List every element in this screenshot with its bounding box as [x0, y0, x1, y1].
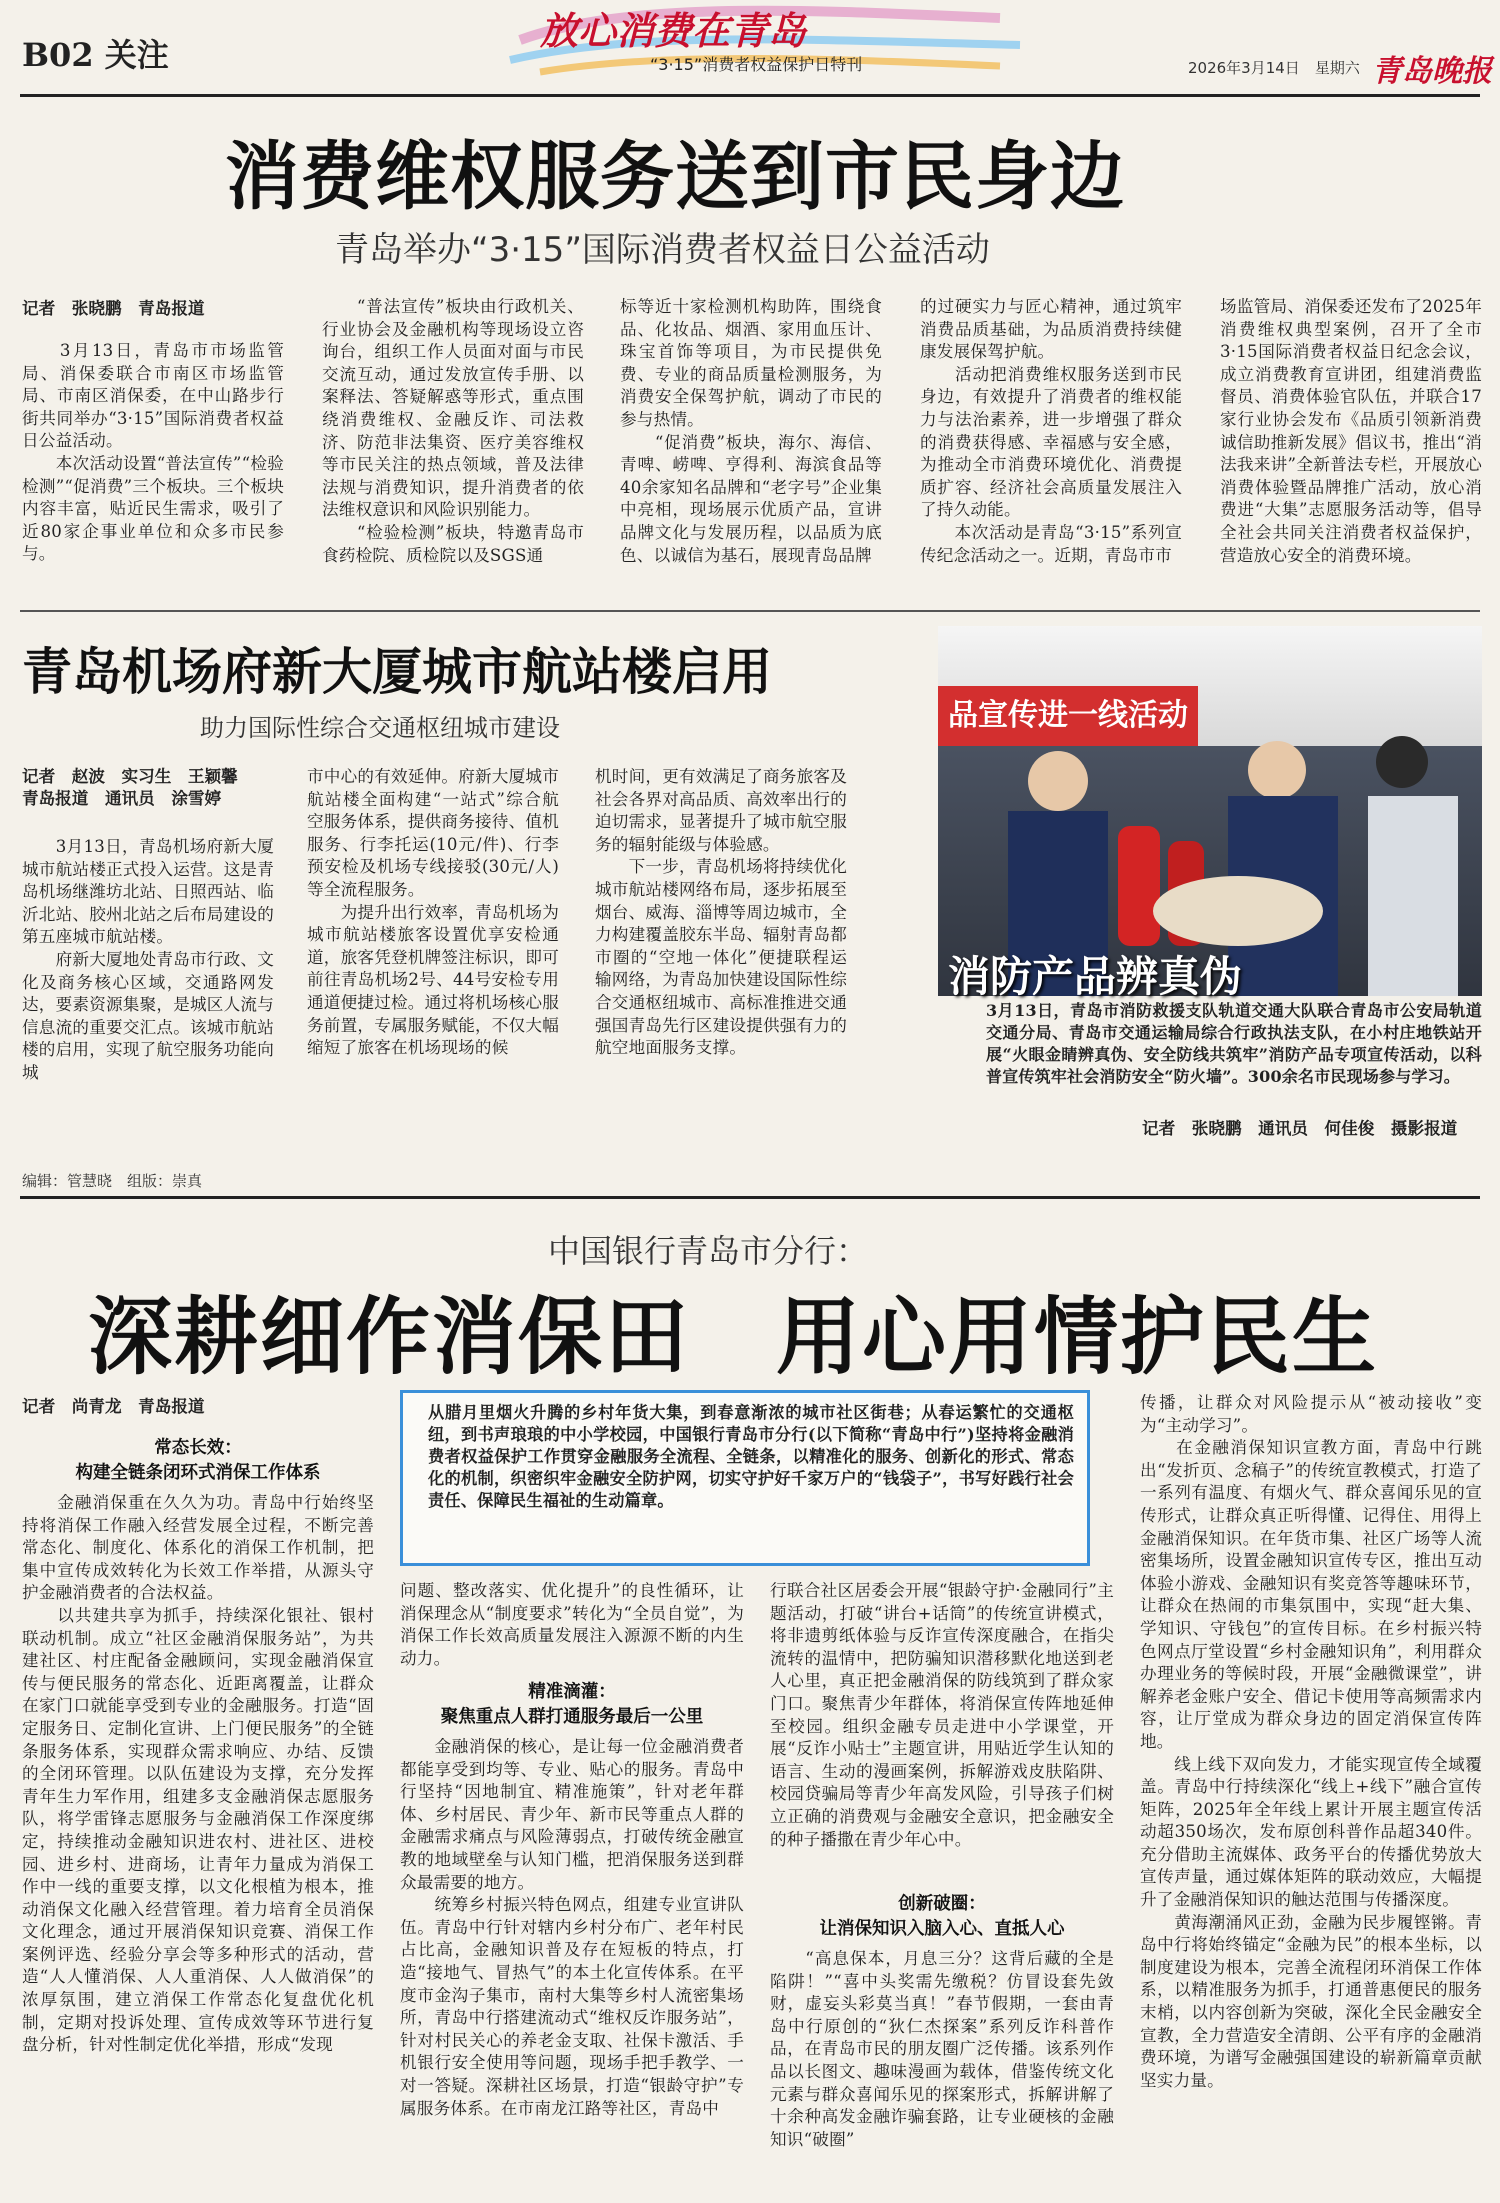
- story3-col2: 问题、整改落实、优化提升”的良性循环，让消保理念从“制度要求”转化为“全员自觉”，为消保工作长效高质量发展注入源源不断的内生动力。: [400, 1581, 744, 1668]
- story2-subhead: 助力国际性综合交通枢纽城市建设: [200, 714, 560, 742]
- banner-graphic: [480, 0, 1040, 90]
- story3-col4: 传播，让群众对风险提示从“被动接收”变为“主动学习”。 在金融消保知识宣教方面，青岛中行跳出“发折页、念稿子”的传统宣教模式，打造了一系列有温度、有烟火气、群众喜闻乐见的宣传形式，让群众真正听得懂、记得住、用得上金融消保知识。在年货市集、社区广场等人流密集场所，设置金融知识宣传专区，推出互动体验小游戏、金融知识有奖竞答等趣味环节，让群众在热闹的市集氛围中，实现“赶大集、学知识、守钱包”的宣传目标。在乡村振兴特色网点厅堂设置“乡村金融知识角”，利用群众办理业务的等候时段，开展“金融微课堂”，讲解养老金账户安全、借记卡使用等高频需求内容，让厅堂成为群众身边的固定消保宣传阵地。 线上线下双向发力，才能实现宣传全域覆盖。青岛中行持续深化“线上+线下”融合宣传矩阵，2025年全年线上累计开展主题宣传活动超350场次，发布原创科普作品超340件。充分借助主流媒体、政务平台的传播优势放大宣传声量，通过媒体矩阵的联动效应，大幅提升了金融消保知识的触达范围与传播深度。 黄海潮涌风正劲，金融为民步履铿锵。青岛中行将始终锚定“金融为民”的根本坐标，以制度建设为根本，完善全流程闭环消保工作体系，以精准服务为抓手，打通普惠便民的服务末梢，以内容创新为突破，深化全民金融安全宣教，全力营造安全清朗、公平有序的金融消费环境，为谱写金融强国建设的崭新篇章贡献坚实力量。: [1140, 1393, 1482, 2090]
- date-text: 2026年3月14日: [1188, 59, 1300, 77]
- subhead-a-line2: 构建全链条闭环式消保工作体系: [75, 1463, 321, 1483]
- page-number: [22, 30, 169, 76]
- story1-bottom-rule: [20, 610, 1480, 612]
- weekday-text: 星期六: [1314, 59, 1360, 77]
- story1-byline: 记者 张晓鹏 青岛报道: [22, 299, 205, 318]
- news-photo: [938, 626, 1482, 1001]
- masthead-rule: [20, 94, 1480, 97]
- citizen-figure-icon: [1368, 796, 1458, 996]
- person-head-icon: [1248, 741, 1306, 799]
- story3-headline: 深耕细作消保田 用心用情护民生: [88, 1287, 1379, 1386]
- person-head-icon: [1028, 751, 1088, 811]
- story1-subhead: 青岛举办“3·15”国际消费者权益日公益活动: [335, 230, 990, 270]
- photo-caption-title: 消防产品辨真伪: [948, 952, 1243, 1001]
- editor-line: 编辑：管慧晓 组版：崇真: [22, 1172, 203, 1190]
- story1-col1: 3月13日，青岛市市场监管局、消保委联合市南区市场监管局、市南区消保委，在中山路步行街共同举办“3·15”国际消费者权益日公益活动。 本次活动设置“普法宣传”“检验检测”“促消费”三个板块。三个板块内容丰富，贴近民生需求，吸引了近80家企事业单位和众多市民参与。: [22, 341, 284, 564]
- story3-col2b: 金融消保的核心，是让每一位金融消费者都能享受到均等、专业、贴心的服务。青岛中行坚持“因地制宜、精准施策”，针对老年群体、乡村居民、青少年、新市民等重点人群的金融需求痛点与风险薄弱点，打破传统金融宣教的地域壁垒与认知门槛，把消保服务送到群众最需要的地方。 统筹乡村振兴特色网点，组建专业宣讲队伍。青岛中行针对辖内乡村分布广、老年村民占比高，金融知识普及存在短板的特点，打造“接地气、冒热气”的本土化宣传体系。在平度市金沟子集市，南村大集等乡村人流密集场所，青岛中行搭建流动式“维权反诈服务站”，针对村民关心的养老金支取、社保卡激活、手机银行安全使用等问题，现场手把手教学、一对一答疑。深耕社区场景，打造“银龄守护”专属服务体系。在市南龙江路等社区，青岛中: [400, 1737, 744, 2118]
- story1-col3: 标等近十家检测机构助阵，围绕食品、化妆品、烟酒、家用血压计、珠宝首饰等项目，为市民提供免费、专业的商品质量检测服务，为消费安全保驾护航，调动了市民的参与热情。 “促消费”板块，海尔、海信、青啤、崂啤、亨得利、海滨食品等40余家知名品牌和“老字号”企业集中亮相，现场展示优质产品，宣讲品牌文化与发展历程，以品质为底色、以诚信为基石，展现青岛品牌: [620, 297, 882, 565]
- story3-kicker: 中国银行青岛市分行：: [548, 1232, 869, 1270]
- story1-col5: 场监管局、消保委还发布了2025年消费维权典型案例，召开了全市3·15国际消费者权益日纪念会议，成立消费教育宣讲团，组建消费监督员、消费体验官队伍，并联合17家行业协会发布《品质引领新消费 诚信助推新发展》倡议书，推出“消法我来讲”全新普法专栏，开展放心消费体验暨品牌推广活动，放心消费进“大集”志愿服务活动等，倡导全社会共同关注消费者权益保护，营造放心安全的消费环境。: [1220, 297, 1499, 565]
- subhead-c-line1: 创新破圈：: [898, 1894, 986, 1914]
- banner-subtitle: “3·15”消费者权益保护日特刊: [650, 55, 863, 74]
- story1-headline: 消费维权服务送到市民身边: [225, 134, 1125, 220]
- story3-col1: 金融消保重在久久为功。青岛中行始终坚持将消保工作融入经营发展全过程，不断完善常态化、制度化、体系化的消保工作机制，把集中宣传成效转化为长效工作举措，从源头守护金融消费者的合法权益。 以共建共享为抓手，持续深化银社、银村联动机制。成立“社区金融消保服务站”，为共建社区、村庄配备金融顾问，实现金融消保宣传与便民服务的常态化、近距离覆盖，让群众在家门口就能享受到专业的金融服务。打造“固定服务日、定制化宣讲、上门便民服务”的全链条服务体系，实现群众需求响应、办结、反馈的全闭环管理。以队伍建设为支撑，充分发挥青年生力军作用，组建多支金融消保志愿服务队，将学雷锋志愿服务与金融消保工作深度绑定，持续推动金融知识进农村、进社区、进校园、进乡村、进商场，让青年力量成为消保工作中一线的重要支撑，以文化根植为根本，推动消保文化融入经营管理。着力培育全员消保文化理念，通过开展消保知识竞赛、消保工作案例评选、经验分享会等多种形式的活动，营造“人人懂消保、人人重消保、人人做消保”的浓厚氛围，建立消保工作常态化复盘优化机制，定期对投诉处理、宣传成效等环节进行复盘分析，针对性制定优化举措，形成“发现: [22, 1493, 374, 2055]
- photo-banner: 品宣传进一线活动: [938, 686, 1198, 746]
- story2-col1: 3月13日，青岛机场府新大厦城市航站楼正式投入运营。这是青岛机场继潍坊北站、日照西站、临沂北站、胶州北站之后布局建设的第五座城市航站楼。 府新大厦地处青岛市行政、文化及商务核心区域，交通路网发达，要素资源集聚，是城区人流与信息流的重要交汇点。该城市航站楼的启用，实现了航空服务功能向城: [22, 837, 274, 1082]
- issue-date: [1188, 57, 1360, 78]
- story3-subhead-c: [770, 1892, 1114, 1942]
- story3-col3b: “高息保本，月息三分？这背后藏的全是陷阱！”“喜中头奖需先缴税？仿冒设套先敛财，虚妄头彩莫当真！”春节假期，一套由青岛中行原创的“狄仁杰探案”系列反诈科普作品，在青岛市民的朋友圈广泛传播。该系列作品以长图文、趣味漫画为载体，借鉴传统文化元素与群众喜闻乐见的探案形式，拆解讲解了十余种高发金融诈骗套路，让专业硬核的金融知识“破圈”: [770, 1949, 1114, 2149]
- story2-col3: 机时间，更有效满足了商务旅客及社会各界对高品质、高效率出行的迫切需求，显著提升了城市航空服务的辐射能级与体验感。 下一步，青岛机场将持续优化城市航站楼网络布局，逐步拓展至烟台、威海、淄博等周边城市，全力构建覆盖胶东半岛、辐射青岛都市圈的“空地一体化”便捷联程运输网络，为青岛加快建设国际性综合交通枢纽城市、高标准推进交通强国青岛先行区建设提供强有力的航空地面服务支撑。: [595, 767, 847, 1058]
- story3-subhead-b: [400, 1680, 744, 1730]
- photo-credit: 记者 张晓鹏 通讯员 何佳俊 摄影报道: [1142, 1119, 1458, 1138]
- story3-byline: 记者 尚青龙 青岛报道: [22, 1397, 205, 1416]
- banner-title: 放心消费在青岛: [540, 8, 807, 53]
- story3-col3: 行联合社区居委会开展“银龄守护·金融同行”主题活动，打破“讲台+话筒”的传统宣讲模式，将非遗剪纸体验与反诈宣传深度融合，在指尖流转的温情中，把防骗知识潜移默化地送到老人心里，真正把金融消保的防线筑到了群众家门口。聚焦青少年群体，将消保宣传阵地延伸至校园。组织金融专员走进中小学课堂，开展“反诈小贴士”主题宣讲，用贴近学生认知的语言、生动的漫画案例，拆解游戏皮肤陷阱、校园贷骗局等青少年高发风险，引导孩子们树立正确的消费观与金融安全意识，把金融安全的种子播撒在青少年心中。: [770, 1581, 1114, 1849]
- paper-logo: 青岛晚报: [1372, 54, 1492, 89]
- fire-extinguisher-icon: [1118, 826, 1160, 946]
- story2-byline: 记者 赵波 实习生 王颖馨 青岛报道 通讯员 涂雪婷: [22, 767, 238, 808]
- story3-subhead-a: [22, 1436, 374, 1486]
- story1-col4: 的过硬实力与匠心精神，通过筑牢消费品质基础，为品质消费持续健康发展保驾护航。 活动把消费维权服务送到市民身边，有效提升了消费者的维权能力与法治素养，进一步增强了群众的消费获得感、幸福感与安全感，为推动全市消费环境优化、消费提质扩容、经济社会高质量发展注入了持久动能。 本次活动是青岛“3·15”系列宣传纪念活动之一。近期，青岛市市: [920, 297, 1182, 565]
- story2-col2: 市中心的有效延伸。府新大厦城市航站楼全面构建“一站式”综合航空服务体系，提供商务接待、值机服务、行李托运(10元/件)、行李预安检及机场专线接驳(30元/人)等全流程服务。 为提升出行效率，青岛机场为城市航站楼旅客设置优享安检通道，旅客凭登机牌签注标识，即可前往青岛机场2号、44号安检专用通道便捷过检。通过将机场核心服务前置，专属服务赋能，不仅大幅缩短了旅客在机场现场的候: [307, 767, 559, 1058]
- subhead-b-line1: 精准滴灌：: [528, 1682, 616, 1702]
- person-head-icon: [1376, 736, 1428, 788]
- story1-col2: “普法宣传”板块由行政机关、行业协会及金融机构等现场设立咨询台，组织工作人员面对面与市民交流互动，通过发放宣传手册、以案释法、答疑解惑等形式，重点围绕消费维权、金融反诈、司法救济、防范非法集资、医疗美容维权等市民关注的热点领域，普及法律法规与消费知识，提升消费者的依法维权意识和风险识别能力。 “检验检测”板块，特邀青岛市食药检院、质检院以及SGS通: [322, 297, 584, 565]
- subhead-b-line2: 聚焦重点人群打通服务最后一公里: [440, 1707, 704, 1727]
- fire-hose-roll-icon: [1153, 876, 1323, 946]
- subhead-a-line1: 常态长效：: [154, 1438, 242, 1458]
- page-code: B02: [22, 36, 94, 74]
- section-name: 关注: [104, 36, 169, 74]
- story3-lead: 从腊月里烟火升腾的乡村年货大集，到春意渐浓的城市社区街巷；从春运繁忙的交通枢纽，到书声琅琅的中小学校园，中国银行青岛市分行(以下简称“青岛中行”)坚持将金融消费者权益保护工作贯穿金融服务全流程、全链条，以精准化的服务、创新化的形式、常态化的机制，织密织牢金融安全防护网，切实守护好千家万户的“钱袋子”，书写好践行社会责任、保障民生福祉的生动篇章。: [428, 1403, 1074, 1510]
- section-divider: [20, 1196, 1480, 1199]
- story2-headline: 青岛机场府新大厦城市航站楼启用: [22, 642, 772, 701]
- subhead-c-line2: 让消保知识入脑入心、直抵人心: [819, 1919, 1065, 1939]
- photo-caption: 3月13日，青岛市消防救援支队轨道交通大队联合青岛市公安局轨道交通分局、青岛市交通运输局综合行政执法支队，在小村庄地铁站开展“火眼金睛辨真伪、安全防线共筑牢”消防产品专项宣传活动，以科普宣传筑牢社会消防安全“防火墙”。300余名市民现场参与学习。: [986, 1001, 1482, 1086]
